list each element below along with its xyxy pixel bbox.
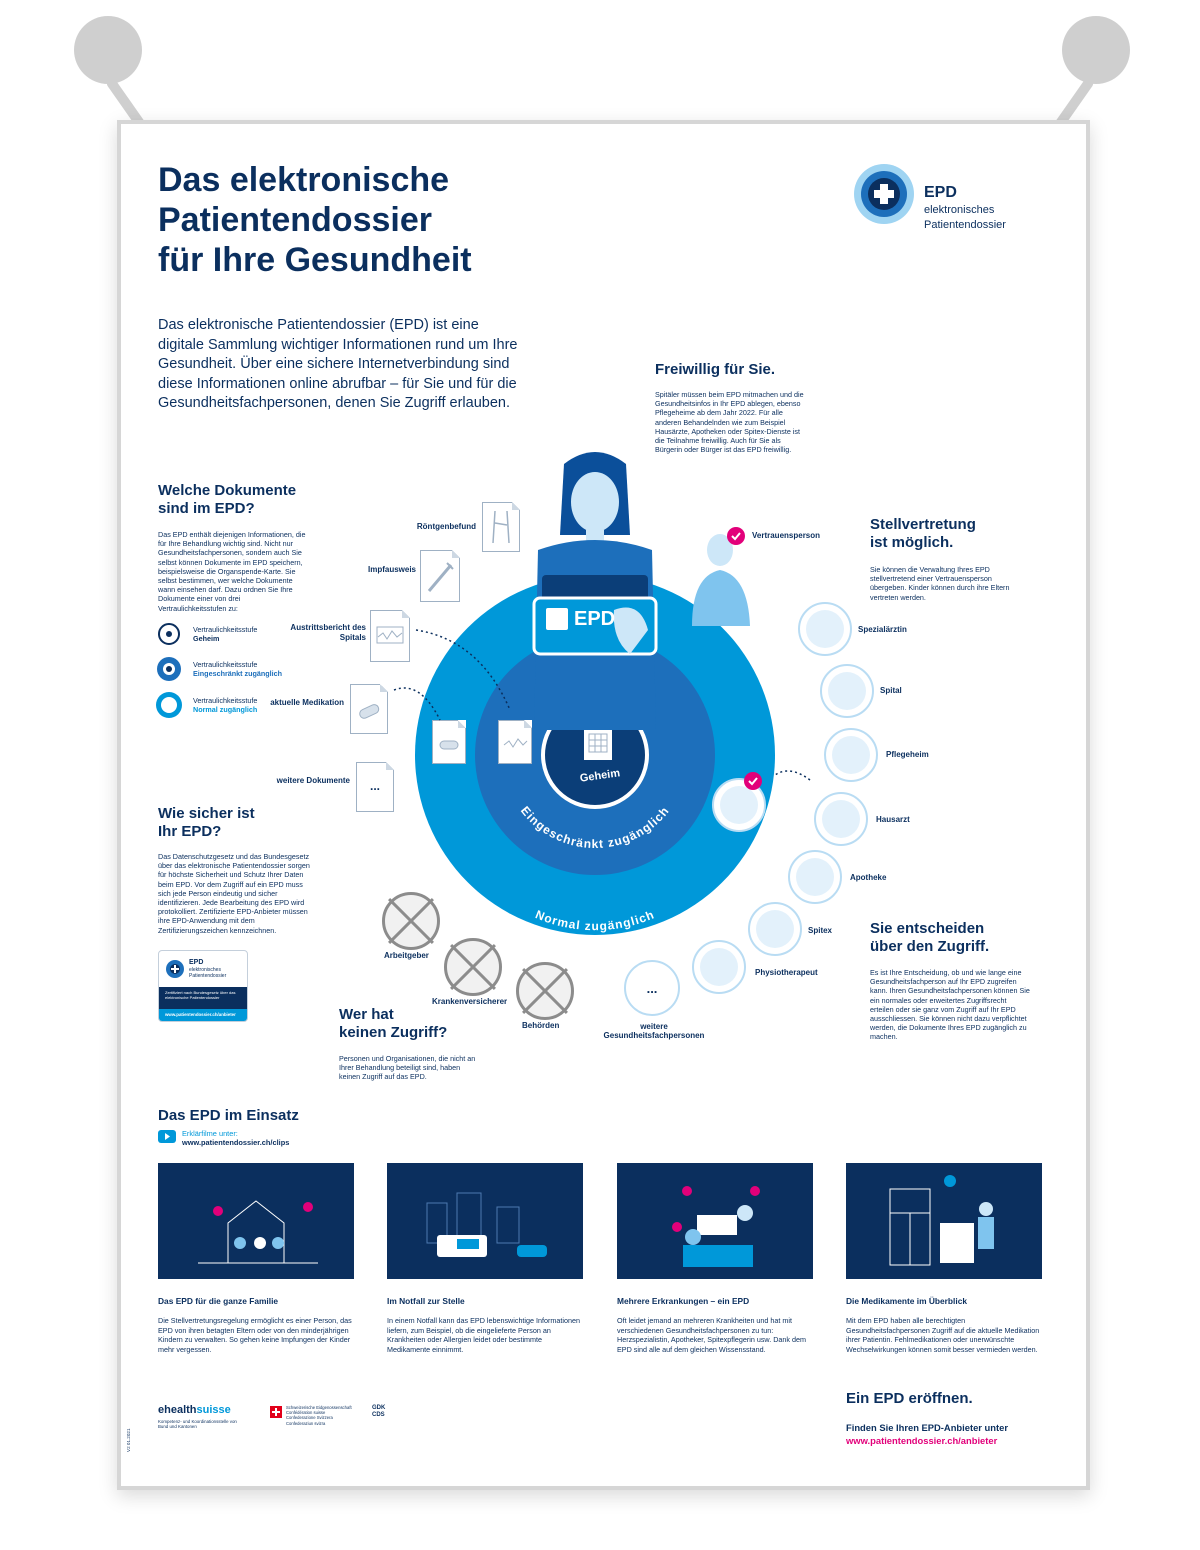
dokumente-text: Das EPD enthält diejenigen Informationen, die für Ihre Behandlung wichtig sind. Nicht nur Gesundheitsfachpersonen, sondern auch Sie selbst können Dokumente im EPD speichern, beispielsweise die Organspende-Karte. Sie selbst bestimmen, wer welche Dokumente wann einsehen darf. Dazu ordnen Sie Ihre Dokumente einer von drei Vertraulichkeitsstufen zu:: [158, 530, 306, 613]
excluded-arbeitgeber: [382, 892, 440, 950]
card-text-3: Mit dem EPD haben alle berechtigten Gesundheitsfachpersonen Zugriff auf die aktuelle Medikation ihrer Patientin. Fehlmedikationen oder unerwünschte Wechselwirkungen können somit besser vermieden werden.: [846, 1316, 1040, 1354]
video-url[interactable]: www.patientendossier.ch/clips: [182, 1138, 290, 1147]
prof-spezialaerztin: [798, 602, 852, 656]
certificate-badge: [158, 950, 248, 1022]
prof-label-1: Spital: [880, 686, 902, 695]
legend-label-3: Vertraulichkeitsstufe: [193, 696, 258, 705]
zugriff-title: [870, 920, 989, 956]
prof-weitere: [624, 960, 680, 1016]
card-title-3: Die Medikamente im Überblick: [846, 1296, 968, 1306]
title-line-1: Das elektronische: [158, 161, 450, 199]
logo-line2: Patientendossier: [924, 219, 1006, 231]
card-image-medikamente: [846, 1163, 1042, 1279]
kein-zugriff-title: [339, 1006, 447, 1042]
cert-url[interactable]: www.patientendossier.ch/anbieter: [165, 1012, 236, 1017]
vertrauensperson-label: Vertrauensperson: [752, 531, 821, 540]
excluded-label-2: Behörden: [522, 1021, 560, 1030]
gdk-logo: GDK CDS: [372, 1405, 386, 1418]
stell-title-2: ist möglich.: [870, 534, 954, 551]
title-line-2: Patientendossier: [158, 201, 432, 239]
dokumente-title: [158, 482, 296, 518]
title-line-3: für Ihre Gesundheit: [158, 241, 472, 279]
certificate-logo-icon: [165, 959, 185, 979]
prof-dots: ...: [646, 980, 658, 996]
doc-label-weitere: weitere Dokumente: [276, 776, 350, 785]
open-title: Ein EPD eröffnen.: [846, 1390, 973, 1407]
epd-card-label: EPD: [574, 608, 616, 630]
prof-spital: [820, 664, 874, 718]
prof-hausarzt: [814, 792, 868, 846]
doc-roentgen: [482, 502, 520, 552]
prof-label-6: Physiotherapeut: [755, 968, 818, 977]
stellvertretung-title: [870, 516, 976, 552]
dokumente-title-2: sind im EPD?: [158, 500, 255, 517]
card-image-erkrankungen: [617, 1163, 813, 1279]
zugriff-text: Es ist Ihre Entscheidung, ob und wie lange eine Gesundheitsfachperson auf Ihr EPD zugreifen kann. Ihren Gesundheitsfachpersonen können Sie ein normales oder erweitertes Zugriffsrecht erteilen oder sie ganz vom Zugriff auf Ihr EPD ausschliessen. Sie können nicht dazu verpflichtet werden, die Dokumente Ihres EPD zugänglich zu machen.: [870, 968, 1030, 1042]
prof-label-3: Hausarzt: [876, 815, 910, 824]
ring-label-inner: Geheim: [579, 767, 621, 785]
sicher-title-2: Ihr EPD?: [158, 823, 222, 840]
prof-label-4: Apotheke: [850, 873, 887, 882]
doc-label-medikation: aktuelle Medikation: [270, 698, 344, 707]
zugriff-title-1: Sie entscheiden: [870, 920, 985, 937]
card-text-0: Die Stellvertretungsregelung ermöglicht es einer Person, das EPD von ihren betagten Eltern oder von den minderjährigen Kindern zu verwalten. So gehen keine Impfungen der Kinder mehr vergessen.: [158, 1316, 352, 1354]
ring-label-middle: Eingeschränkt zugänglich: [517, 803, 673, 852]
ehealth-sub: Kompetenz- und Koordinationsstelle von Bund und Kantonen: [158, 1419, 237, 1430]
epd-logo: [852, 162, 1032, 232]
ehealthsuisse-logo: [158, 1404, 231, 1416]
doc-label-austritt: Austrittsbericht des Spitals: [290, 623, 366, 642]
open-text: Finden Sie Ihren EPD-Anbieter unter: [846, 1422, 1008, 1433]
legend-label-1: Vertraulichkeitsstufe: [193, 625, 258, 634]
freiwillig-title: Freiwillig für Sie.: [655, 361, 776, 378]
kein-title-1: Wer hat: [339, 1006, 394, 1023]
dots-text: ...: [369, 779, 380, 793]
cert-abbr: EPD: [189, 959, 204, 966]
open-url[interactable]: www.patientendossier.ch/anbieter: [846, 1435, 998, 1446]
prof-label-2: Pflegeheim: [886, 750, 929, 759]
card-image-notfall: [387, 1163, 583, 1279]
logo-line1: elektronisches: [924, 204, 995, 216]
legend-ring-normal: [156, 692, 182, 718]
cert-text: Zertifiziert nach Bundesgesetz über das elektronische Patientendossier: [165, 990, 236, 1000]
excluded-krankenversicherer: [444, 938, 502, 996]
prof-spitex: [748, 902, 802, 956]
prof-apotheke: [788, 850, 842, 904]
kein-zugriff-text: Personen und Organisationen, die nicht an Ihrer Behandlung beteiligt sind, haben keinen Zugriff auf das EPD.: [339, 1054, 476, 1082]
pin-head-left: [74, 16, 142, 84]
legend-label-2: Vertraulichkeitsstufe: [193, 660, 258, 669]
cert-line1: elektronisches: [189, 967, 221, 973]
swiss-cross-icon: [270, 1406, 282, 1418]
prof-physio: [692, 940, 746, 994]
card-title-0: Das EPD für die ganze Familie: [158, 1296, 279, 1306]
einsatz-title: Das EPD im Einsatz: [158, 1107, 299, 1124]
prof-pflegeheim: [824, 728, 878, 782]
legend-ring-geheim: [158, 623, 180, 645]
legend-level-1: Geheim: [193, 634, 220, 643]
prof-label-5: Spitex: [808, 926, 833, 935]
ring-label-outer: Normal zugänglich: [533, 907, 657, 934]
pin-head-right: [1062, 16, 1130, 84]
cert-line2: Patientendossier: [189, 973, 227, 979]
trusted-person-figure: [688, 526, 768, 626]
legend-level-3: Normal zugänglich: [193, 705, 258, 714]
stell-title-1: Stellvertretung: [870, 516, 976, 533]
ehealth-a: ehealth: [158, 1404, 197, 1416]
ehealth-b: suisse: [196, 1404, 231, 1416]
prof-label-7: weitere Gesundheitsfachpersonen: [603, 1022, 705, 1040]
card-image-familie: [158, 1163, 354, 1279]
excluded-label-0: Arbeitgeber: [384, 951, 429, 960]
zugriff-title-2: über den Zugriff.: [870, 938, 990, 955]
woman-figure: [520, 440, 670, 730]
intro-text: Das elektronische Patientendossier (EPD) ist eine digitale Sammlung wichtiger Informationen rund um Ihre Gesundheit. Über eine sichere Internetverbindung sind diese Informationen online abrufbar – für Sie und für die Gesundheitsfachpersonen, denen Sie Zugriff erlauben.: [158, 317, 518, 412]
doc-label-impf: Impfausweis: [367, 565, 416, 574]
legend-ring-eingeschraenkt: [157, 657, 181, 681]
doc-label-roentgen: Röntgenbefund: [416, 522, 476, 531]
card-title-1: Im Notfall zur Stelle: [387, 1296, 465, 1306]
video-label: Erklärfilme unter:: [182, 1129, 238, 1138]
excluded-label-1: Krankenversicherer: [432, 997, 508, 1006]
prof-label-0: Spezialärztin: [858, 625, 907, 634]
video-icon[interactable]: [158, 1130, 176, 1143]
confed-text: Schweizerische Eidgenossenschaft Confédération suisse Confederazione Svizzera Confederaziun svizra: [286, 1405, 352, 1426]
card-text-1: In einem Notfall kann das EPD lebenswichtige Informationen liefern, zum Beispiel, ob die eingelieferte Person an Krankheiten oder Allergien leidet oder bestimmte Medikamente einnimmt.: [387, 1316, 580, 1354]
version-text: V2 01.2021: [126, 1428, 131, 1452]
page-title: [158, 160, 608, 280]
card-title-2: Mehrere Erkrankungen – ein EPD: [617, 1296, 750, 1306]
kein-title-2: keinen Zugriff?: [339, 1024, 448, 1041]
sicher-title-1: Wie sicher ist: [158, 805, 255, 822]
dokumente-title-1: Welche Dokumente: [158, 482, 297, 499]
epd-logo-icon: [852, 162, 916, 226]
freiwillig-text: Spitäler müssen beim EPD mitmachen und die Gesundheitsinfos in Ihr EPD ablegen, ebenso Pflegeheime ab dem Jahr 2022. Für alle anderen Behandelnden wie zum Beispiel Hausärzte, Apotheken oder Spitex-Dienste ist die Teilnahme freiwillig. Auch für Sie als Bürgerin oder Bürger ist das EPD freiwillig.: [655, 390, 804, 455]
legend-level-2: Eingeschränkt zugänglich: [193, 669, 283, 678]
check-icon: [744, 772, 762, 790]
logo-abbr: EPD: [924, 184, 957, 201]
sicher-text: Das Datenschutzgesetz und das Bundesgesetz über das elektronische Patientendossier sorgen für höchste Sicherheit und Schutz Ihrer Daten beim EPD. Vor dem Zugriff auf ein EPD muss sich jede Person eindeutig und sicher identifizieren. Jede Bearbeitung des EPD wird protokolliert. Zertifizierte EPD-Anbieter müssen ihre EPD-Anwendung mit dem Zertifizierungszeichen kennzeichnen.: [158, 852, 310, 935]
xray-icon: [483, 503, 519, 551]
sicher-title: [158, 805, 255, 841]
excluded-behoerden: [516, 962, 574, 1020]
card-text-2: Oft leidet jemand an mehreren Krankheiten und hat mit verschiedenen Gesundheitsfachpersonen zu tun: Herzspezialistin, Apotheker, Spitexpflegerin usw. Dank dem EPD sind alle auf dem gleichen Wissensstand.: [617, 1316, 806, 1354]
stellvertretung-text: Sie können die Verwaltung Ihres EPD stellvertretend einer Vertrauensperson übergeben. Kinder können durch ihre Eltern vertreten werden.: [870, 565, 1010, 602]
